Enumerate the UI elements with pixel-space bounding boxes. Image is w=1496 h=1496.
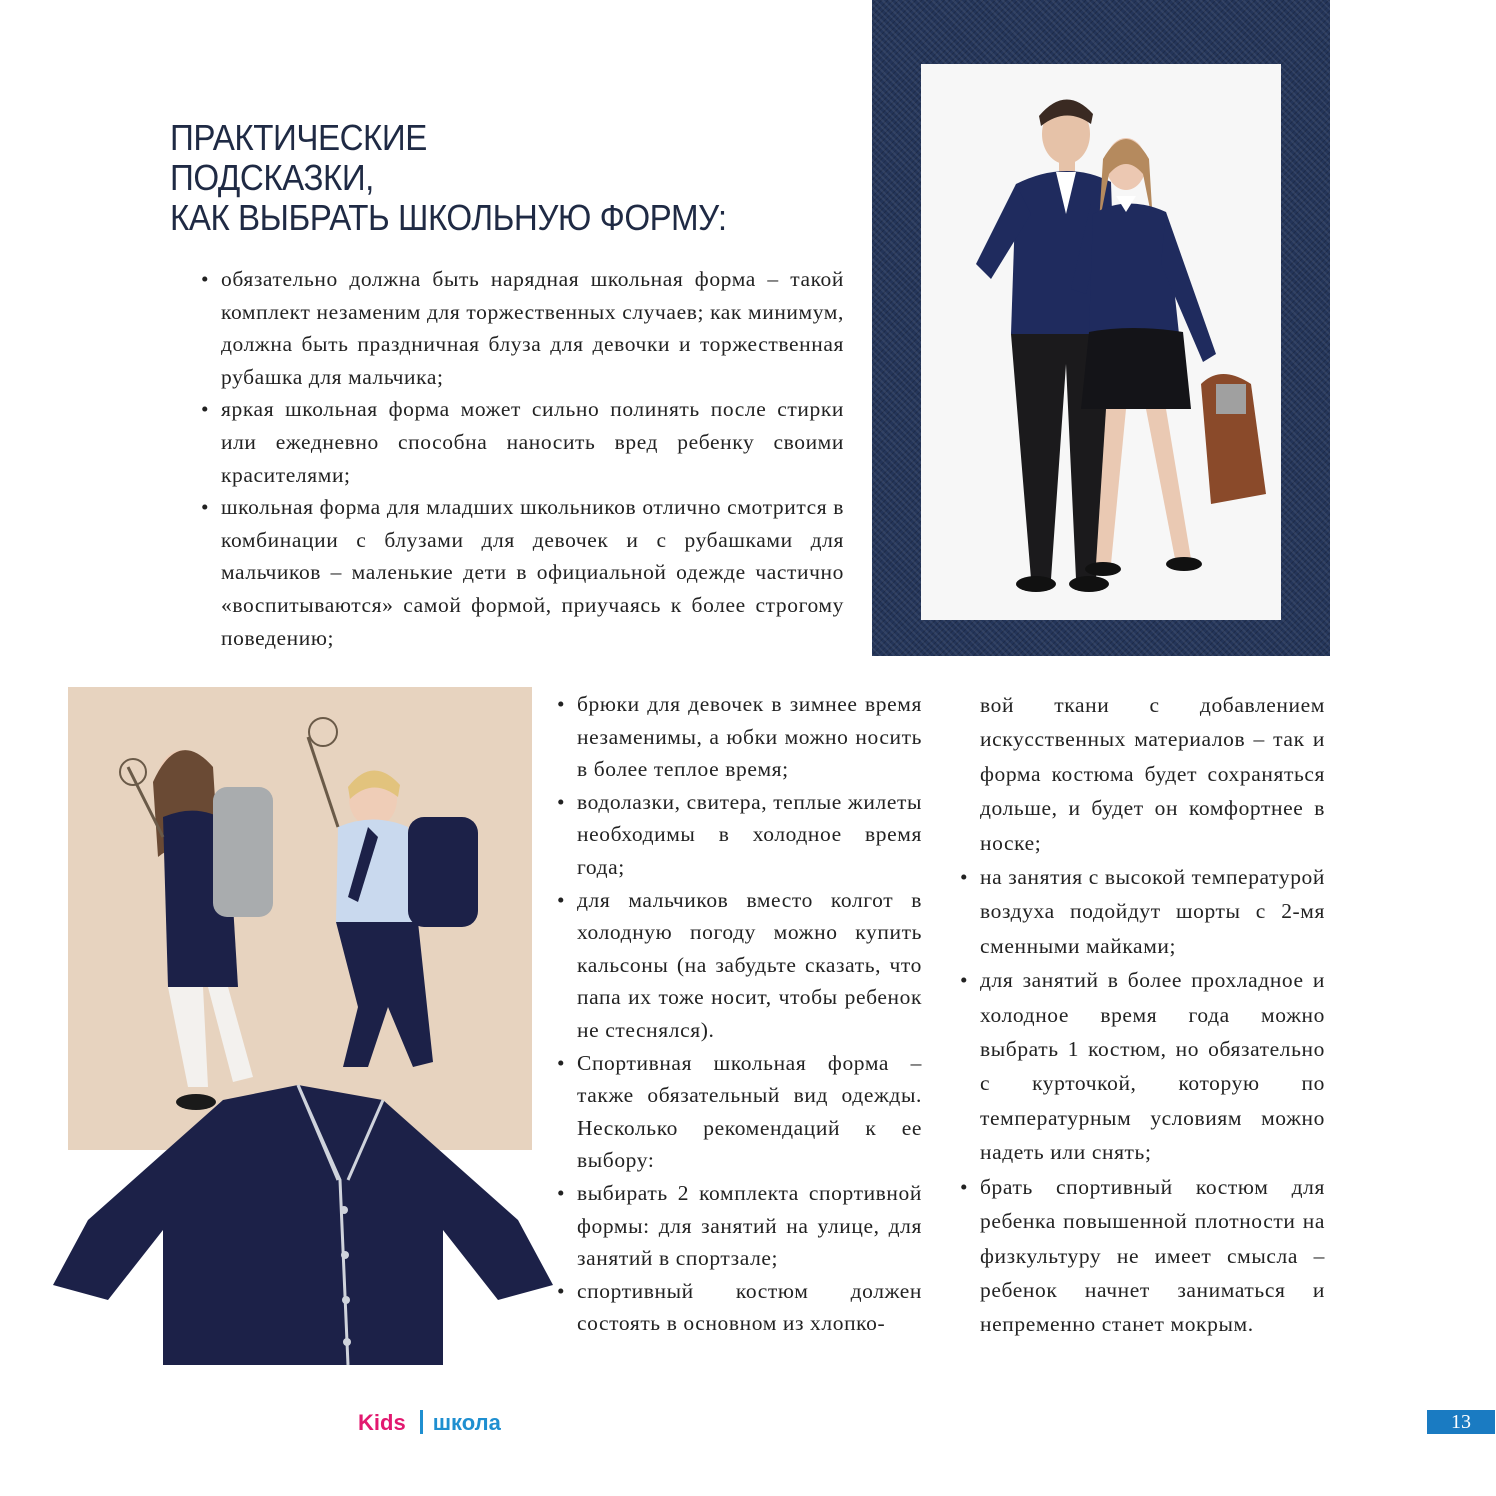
section-label: школа xyxy=(432,1410,501,1435)
list-item: • водолазки, свитера, теплые жилеты необходимы в холодное время года; xyxy=(577,786,922,884)
navy-cardigan-image xyxy=(48,1080,558,1370)
page-number: 13 xyxy=(1427,1410,1495,1434)
list-item: • брюки для девочек в зимнее время незаменимы, а юбки можно носить в более теплое время; xyxy=(577,688,922,786)
list-item: • спортивный костюм должен состоять в основном из хлопко- xyxy=(577,1275,922,1340)
heading-line-1: ПРАКТИЧЕСКИЕ xyxy=(170,117,427,158)
list-item: • обязательно должна быть нарядная школьная форма – такой комплект незаменим для торжественных случаев; как минимум, должна быть праздничная блуза для девочки и торжественная рубашка для мальчика; xyxy=(221,263,844,393)
students-uniform-photo xyxy=(921,64,1281,620)
list-item: • для занятий в более прохладное и холодное время года можно выбрать 1 костюм, но обязательно с курточкой, которую по температурным условиям можно надеть или снять; xyxy=(980,963,1325,1169)
footer-separator xyxy=(420,1410,423,1434)
heading-line-2: ПОДСКАЗКИ, xyxy=(170,157,374,198)
cardigan-illustration xyxy=(48,1080,558,1370)
tips-list-top xyxy=(221,263,844,654)
students-illustration xyxy=(921,64,1281,620)
heading-line-3: КАК ВЫБРАТЬ ШКОЛЬНУЮ ФОРМУ: xyxy=(170,197,727,238)
footer-brand xyxy=(358,1410,501,1436)
tips-list-right xyxy=(980,860,1325,1342)
list-item: • школьная форма для младших школьников отлично смотрится в комбинации с блузами для девочек и с рубашками для мальчиков – маленькие дети в официальной одежде частично «воспитываются» самой формой, приучаясь к более строгому поведению; xyxy=(221,491,844,654)
list-item: • Спортивная школьная форма – также обязательный вид одежды. Несколько рекомендаций к ее выбору: xyxy=(577,1047,922,1177)
list-item: • яркая школьная форма может сильно полинять после стирки или ежедневно способна наносить вред ребенку своими красителями; xyxy=(221,393,844,491)
tips-list-middle xyxy=(577,688,922,1340)
continued-paragraph: вой ткани с добавлением искусственных материалов – так и форма костюма будет сохраняться дольше, и будет он комфортнее в носке; xyxy=(980,693,1325,855)
tips-column-right xyxy=(980,688,1325,1342)
list-item: • на занятия с высокой температурой воздуха подойдут шорты с 2-мя сменными майками; xyxy=(980,860,1325,963)
page-heading xyxy=(170,118,850,238)
brand-label: Kids xyxy=(358,1410,406,1435)
list-item: • для мальчиков вместо колгот в холодную погоду можно купить кальсоны (на забудьте сказать, что папа их тоже носит, чтобы ребенок не стеснялся). xyxy=(577,884,922,1047)
list-item: • выбирать 2 комплекта спортивной формы: для занятий на улице, для занятий в спортзале; xyxy=(577,1177,922,1275)
list-item: • брать спортивный костюм для ребенка повышенной плотности на физкультуру не имеет смысла – ребенок начнет заниматься и непременно станет мокрым. xyxy=(980,1170,1325,1342)
